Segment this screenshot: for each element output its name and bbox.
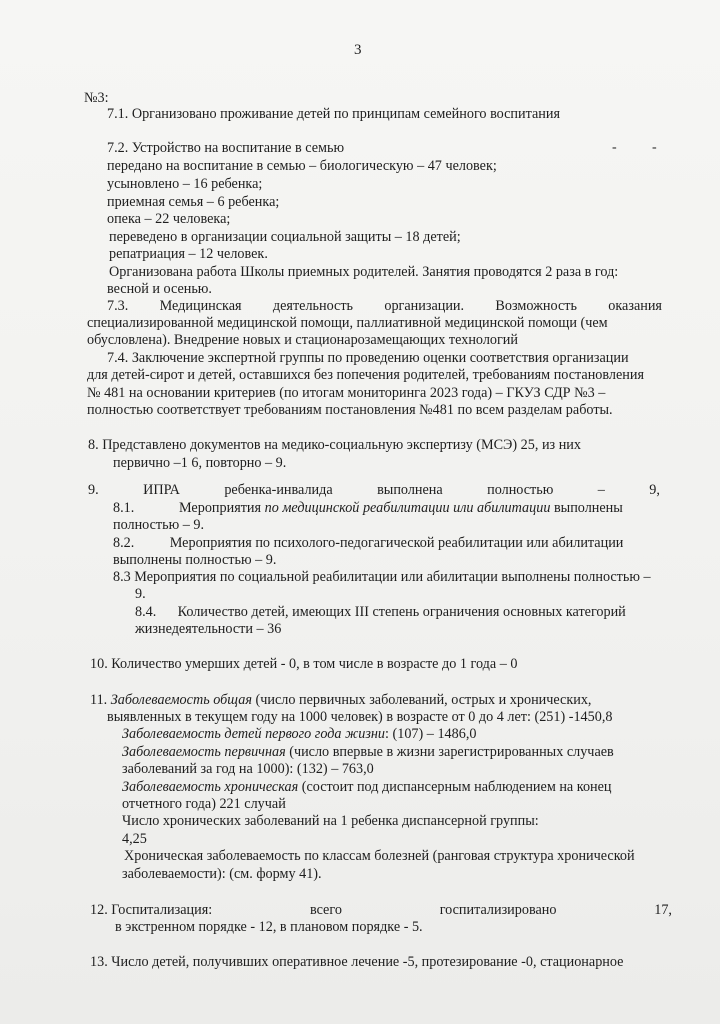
section-8-line: первично –1 6, повторно – 9.	[113, 455, 287, 471]
item-number: 11.	[90, 692, 108, 708]
word: всего	[309, 902, 342, 918]
item-number: 8.1.	[113, 500, 135, 516]
item-7-2-line: приемная семья – 6 ребенка;	[107, 194, 280, 210]
item-8-2-line: 8.2. Мероприятия по психолого-педогагической реабилитации или абилитации	[113, 535, 624, 551]
section-11-line: Хроническая заболеваемость по классам болезней (ранговая структура хронической	[124, 848, 635, 864]
school-paragraph	[109, 264, 659, 281]
word: –	[597, 482, 605, 498]
item-8-1-line: полностью – 9.	[113, 517, 205, 533]
item-7-2-line: переведено в организации социальной защиты – 18 детей;	[109, 229, 461, 245]
section-11-line: Число хронических заболеваний на 1 ребенка диспансерной группы:	[122, 813, 539, 829]
text: (число впервые в жизни зарегистрированных случаев	[285, 744, 614, 760]
stray-dash: -	[652, 140, 657, 155]
item-7-3-line	[107, 298, 662, 315]
section-11-line	[122, 779, 612, 796]
page-number: 3	[354, 42, 362, 58]
item-7-3-line: специализированной медицинской помощи, паллиативной медицинской помощи (чем	[87, 315, 608, 331]
word: полностью	[487, 482, 554, 498]
section-11-line	[90, 692, 591, 709]
word: ребенка-инвалида	[224, 482, 333, 498]
item-8-4-line: жизнедеятельности – 36	[135, 621, 282, 637]
item-8-2-line: выполнены полностью – 9.	[113, 552, 277, 568]
section-8-line: 8. Представлено документов на медико-социальную экспертизу (МСЭ) 25, из них	[88, 437, 581, 453]
item-8-4-line: 8.4. Количество детей, имеющих III степень ограничения основных категорий	[135, 604, 626, 620]
word: 17,	[654, 902, 672, 918]
item-7-2-line: репатриация – 12 человек.	[109, 246, 268, 262]
section-13-line: 13. Число детей, получивших оперативное лечение -5, протезирование -0, стационарное	[90, 954, 624, 970]
section-11-line	[122, 744, 614, 761]
word: 9.	[88, 482, 99, 498]
italic-text: Заболеваемость детей первого года жизни	[122, 726, 386, 742]
word: ИПРА	[143, 482, 180, 498]
word: 9,	[649, 482, 660, 498]
section-12-line	[90, 902, 672, 919]
item-7-3-line: обусловлена). Внедрение новых и стационарозамещающих технологий	[87, 332, 518, 348]
section-11-line: отчетного года) 221 случай	[122, 796, 286, 812]
item-7-4-line: № 481 на основании критериев (по итогам мониторинга 2023 года) – ГКУЗ СДР №3 –	[87, 385, 606, 401]
section-10-line: 10. Количество умерших детей - 0, в том числе в возрасте до 1 года – 0	[90, 656, 518, 672]
item-8-1-line	[113, 500, 623, 517]
text: (число первичных заболеваний, острых и хронических,	[252, 692, 592, 708]
section-9-line	[88, 482, 660, 499]
word: госпитализировано	[439, 902, 557, 918]
section-11-line	[122, 726, 476, 743]
text: Мероприятия	[179, 500, 265, 516]
word: оказания	[608, 298, 662, 314]
item-7-2-line: опека – 22 человека;	[107, 211, 231, 227]
section-7-heading: №3:	[84, 90, 109, 106]
item-7-4-line: 7.4. Заключение экспертной группы по проведению оценки соответствия организации	[107, 350, 629, 366]
text: (состоит под диспансерным наблюдением на конец	[298, 779, 612, 795]
word: 7.3.	[107, 298, 129, 314]
word: выполнена	[377, 482, 443, 498]
section-11-line: выявленных в текущем году на 1000 человек) в возрасте от 0 до 4 лет: (251) -1450,8	[107, 709, 613, 725]
item-7-2-line: передано на воспитание в семью – биологическую – 47 человек;	[107, 158, 497, 174]
item-8-3-line: 8.3 Мероприятия по социальной реабилитации или абилитации выполнены полностью –	[113, 569, 651, 585]
item-7-2-line: усыновлено – 16 ребенка;	[107, 176, 263, 192]
word: деятельность	[272, 298, 354, 314]
section-12-line: в экстренном порядке - 12, в плановом порядке - 5.	[115, 919, 423, 935]
stray-dash: -	[612, 140, 617, 155]
item-7-4-line: для детей-сирот и детей, оставшихся без попечения родителей, требованиям постановления	[87, 367, 644, 383]
item-7-2-title: 7.2. Устройство на воспитание в семью	[107, 140, 345, 156]
section-11-line: заболеваемости): (см. форму 41).	[122, 866, 322, 882]
school-line: Организована работа Школы приемных родителей. Занятия проводятся 2 раза в год:	[109, 264, 619, 280]
item-8-3-line: 9.	[135, 586, 146, 602]
item-7-4-line: полностью соответствует требованиям постановления №481 по всем разделам работы.	[87, 402, 613, 418]
section-11-line: 4,25	[122, 831, 147, 847]
word: Медицинская	[159, 298, 242, 314]
italic-text: Заболеваемость хроническая	[122, 779, 299, 795]
text: выполнены	[550, 500, 623, 516]
italic-text: Заболеваемость общая	[110, 692, 252, 708]
word: 12. Госпитализация:	[90, 902, 213, 918]
italic-text: Заболеваемость первичная	[122, 744, 286, 760]
item-7-1: 7.1. Организовано проживание детей по принципам семейного воспитания	[107, 106, 560, 122]
text: : (107) – 1486,0	[385, 726, 477, 742]
section-11-line: заболеваний за год на 1000): (132) – 763,0	[122, 761, 374, 777]
word: организации.	[384, 298, 465, 314]
italic-text: по медицинской реабилитации или абилитации	[264, 500, 551, 516]
word: Возможность	[495, 298, 577, 314]
school-line: весной и осенью.	[107, 281, 212, 297]
